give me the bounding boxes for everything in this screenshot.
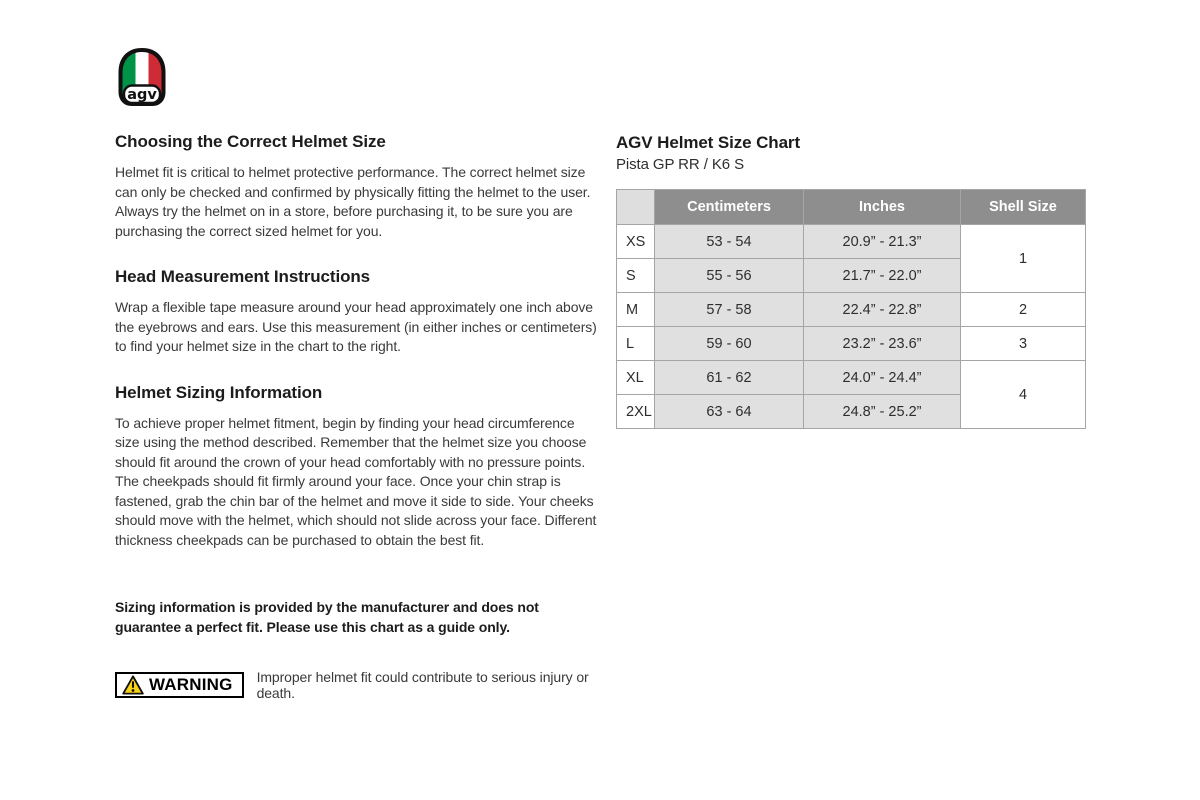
size-cell: L: [617, 327, 655, 361]
section-heading: Helmet Sizing Information: [115, 382, 323, 402]
section-head-measurement: [115, 267, 597, 357]
shell-size-cell: 1: [961, 225, 1086, 293]
column-header-inches: Inches: [804, 190, 961, 225]
section-heading: Head Measurement Instructions: [115, 267, 370, 286]
size-cell: 2XL: [617, 395, 655, 429]
table-row: [617, 361, 1086, 395]
section-body: Helmet fit is critical to helmet protective performance. The correct helmet size can only be checked and confirmed by physically fitting the helmet to the user. Always try the helmet on in a store, before purchasing it, to be sure you are purchasing the correct sized helmet for you.: [115, 164, 591, 239]
inches-cell: 21.7” - 22.0”: [804, 259, 961, 293]
size-cell: XL: [617, 361, 655, 395]
size-cell: M: [617, 293, 655, 327]
size-cell: XS: [617, 225, 655, 259]
inches-cell: 22.4” - 22.8”: [804, 293, 961, 327]
shell-size-cell: 3: [961, 327, 1086, 361]
warning-label: WARNING: [149, 675, 233, 694]
shell-size-cell: 2: [961, 293, 1086, 327]
warning-box: [115, 672, 244, 698]
manufacturer-disclaimer: Sizing information is provided by the manufacturer and does not guarantee a perfect fit. Please use this chart as a guide only.: [115, 599, 539, 635]
warning-row: [115, 669, 597, 701]
inches-cell: 20.9” - 21.3”: [804, 225, 961, 259]
cm-cell: 63 - 64: [655, 395, 804, 429]
size-cell: S: [617, 259, 655, 293]
cm-cell: 61 - 62: [655, 361, 804, 395]
column-header-centimeters: Centimeters: [655, 190, 804, 225]
inches-cell: 23.2” - 23.6”: [804, 327, 961, 361]
column-header-shell-size: Shell Size: [961, 190, 1086, 225]
section-body: To achieve proper helmet fitment, begin by finding your head circumference size using the method described. Remember that the helmet size you choose should fit around the crown of your head comfortably with no pressure points. The cheekpads should fit firmly around your face. Once your chin strap is fastened, grab the chin bar of the helmet and move it side to side. Your cheeks should move with the helmet, which should not slide across your face. Different thickness cheekpads can be purchased to obtain the best fit.: [115, 414, 597, 548]
cm-cell: 53 - 54: [655, 225, 804, 259]
table-row: [617, 327, 1086, 361]
size-chart-title: AGV Helmet Size Chart: [616, 133, 801, 152]
section-choosing-size: [115, 132, 597, 241]
table-header-row: [617, 190, 1086, 225]
size-chart-subtitle: Pista GP RR / K6 S: [616, 156, 744, 173]
corner-cell: [617, 190, 655, 225]
sizing-guide-text-column: [115, 132, 597, 701]
table-row: [617, 225, 1086, 259]
warning-text: Improper helmet fit could contribute to serious injury or death.: [256, 669, 589, 701]
cm-cell: 57 - 58: [655, 293, 804, 327]
warning-triangle-icon: [122, 675, 144, 695]
inches-cell: 24.8” - 25.2”: [804, 395, 961, 429]
agv-logo-text: agv: [127, 87, 157, 103]
section-sizing-information: [115, 383, 597, 551]
agv-helmet-logo-icon: [115, 47, 169, 109]
helmet-size-table: [616, 189, 1086, 429]
inches-cell: 24.0” - 24.4”: [804, 361, 961, 395]
agv-logo: [115, 47, 169, 114]
shell-size-cell: 4: [961, 361, 1086, 429]
size-chart-column: [616, 133, 1085, 429]
table-row: [617, 293, 1086, 327]
cm-cell: 59 - 60: [655, 327, 804, 361]
section-body: Wrap a flexible tape measure around your head approximately one inch above the eyebrows and ears. Use this measurement (in either inches or centimeters) to find your helmet size in the chart to the right.: [115, 299, 597, 354]
cm-cell: 55 - 56: [655, 259, 804, 293]
section-heading: Choosing the Correct Helmet Size: [115, 132, 386, 151]
